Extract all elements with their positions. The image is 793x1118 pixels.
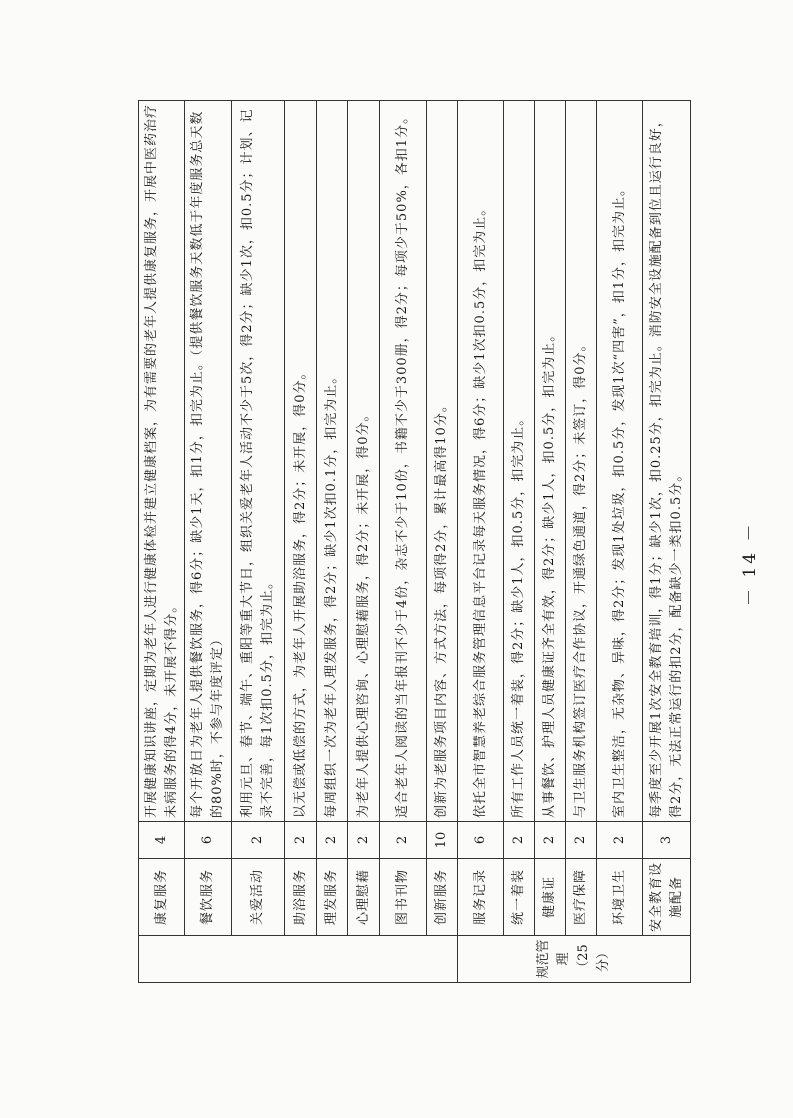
item-name: 餐饮服务 (185, 859, 232, 936)
table-row (185, 101, 232, 983)
item-score: 3 (643, 822, 691, 859)
item-desc: 与卫生服务机构签订医疗合作协议，开通绿色通道，得2分；未签订，得0分。 (566, 101, 597, 822)
item-desc: 创新为老服务项目内容、方式方法，每项得2分，累计最高得10分。 (427, 101, 458, 822)
item-score: 4 (139, 822, 185, 859)
item-desc: 以无偿或低偿的方式，为老年人开展助浴服务，得2分；未开展，得0分。 (285, 101, 317, 822)
item-name: 服务记录 (458, 859, 504, 936)
table-row (566, 101, 597, 983)
item-score: 2 (535, 822, 566, 859)
item-desc: 所有工作人员统一着装，得2分；缺少1人，扣0.5分，扣完为止。 (504, 101, 535, 822)
item-score: 6 (185, 822, 232, 859)
scoring-table (138, 100, 691, 983)
page-number: － 14 － (740, 521, 760, 606)
item-score: 2 (232, 822, 285, 859)
item-name: 创新服务 (427, 859, 458, 936)
table-row (139, 101, 185, 983)
item-desc: 室内卫生整洁，无杂物、异味，得2分；发现1处垃圾，扣0.5分，发现1次“四害”，扣1分，扣完为止。 (597, 101, 643, 822)
item-score: 2 (285, 822, 317, 859)
item-desc: 开展健康知识讲座，定期为老年人进行健康体检并建立健康档案，为有需要的老年人提供康复服务，开展中医药治疗未病服务的得4分，未开展不得分。 (139, 101, 185, 822)
table-row (535, 101, 566, 983)
table-row (317, 101, 348, 983)
table-row (232, 101, 285, 983)
item-desc: 每周组织一次为老年人理发服务，得2分；缺少1次扣0.1分，扣完为止。 (317, 101, 348, 822)
item-desc: 从事餐饮、护理人员健康证齐全有效，得2分；缺少1人，扣0.5分，扣完为止。 (535, 101, 566, 822)
item-name: 环境卫生 (597, 859, 643, 936)
item-name: 医疗保障 (566, 859, 597, 936)
item-score: 2 (348, 822, 380, 859)
item-name: 图书刊物 (380, 859, 427, 936)
item-score: 2 (504, 822, 535, 859)
table-row (285, 101, 317, 983)
item-desc: 每个开放日为老年人提供餐饮服务，得6分；缺少1天，扣1分，扣完为止。（提供餐饮服务天数低于年度服务总天数的80%时，不参与年度评定） (185, 101, 232, 822)
item-name: 健康证 (535, 859, 566, 936)
item-name: 助浴服务 (285, 859, 317, 936)
table-row (504, 101, 535, 983)
table-row (348, 101, 380, 983)
item-score: 2 (597, 822, 643, 859)
item-score: 2 (317, 822, 348, 859)
item-desc: 依托全市智慧养老综合服务管理信息平台记录每天服务情况，得6分；缺少1次扣0.5分，扣完为止。 (458, 101, 504, 822)
item-desc: 每季度至少开展1次安全教育培训，得1分；缺少1次，扣0.25分，扣完为止。消防安全设施配备到位且运行良好，得2分，无法正常运行的扣2分，配备缺少一类扣0.5分。 (643, 101, 691, 822)
item-name: 心理慰藉 (348, 859, 380, 936)
item-desc: 为老年人提供心理咨询、心理慰藉服务，得2分；未开展，得0分。 (348, 101, 380, 822)
item-score: 10 (427, 822, 458, 859)
item-name: 安全教育设施配备 (643, 859, 691, 936)
item-name: 康复服务 (139, 859, 185, 936)
table-row (643, 101, 691, 983)
item-score: 2 (566, 822, 597, 859)
item-name: 统一着装 (504, 859, 535, 936)
item-desc: 适合老年人阅读的当年报刊不少于4份，杂志不少于10份，书籍不少于300册，得2分；每项少于50%，各扣1分。 (380, 101, 427, 822)
category-cell: 规范管理（25分） (458, 936, 691, 983)
item-desc: 利用元旦、春节、端午、重阳等重大节日，组织关爱老年人活动不少于5次，得2分；缺少1次，扣0.5分；计划、记录不完善，每1次扣0.5分，扣完为止。 (232, 101, 285, 822)
table-row (597, 101, 643, 983)
table-row (380, 101, 427, 983)
item-name: 理发服务 (317, 859, 348, 936)
item-score: 2 (380, 822, 427, 859)
table-row (458, 101, 504, 983)
item-name: 关爱活动 (232, 859, 285, 936)
table-row (427, 101, 458, 983)
item-score: 6 (458, 822, 504, 859)
category-cell-empty (139, 936, 458, 983)
